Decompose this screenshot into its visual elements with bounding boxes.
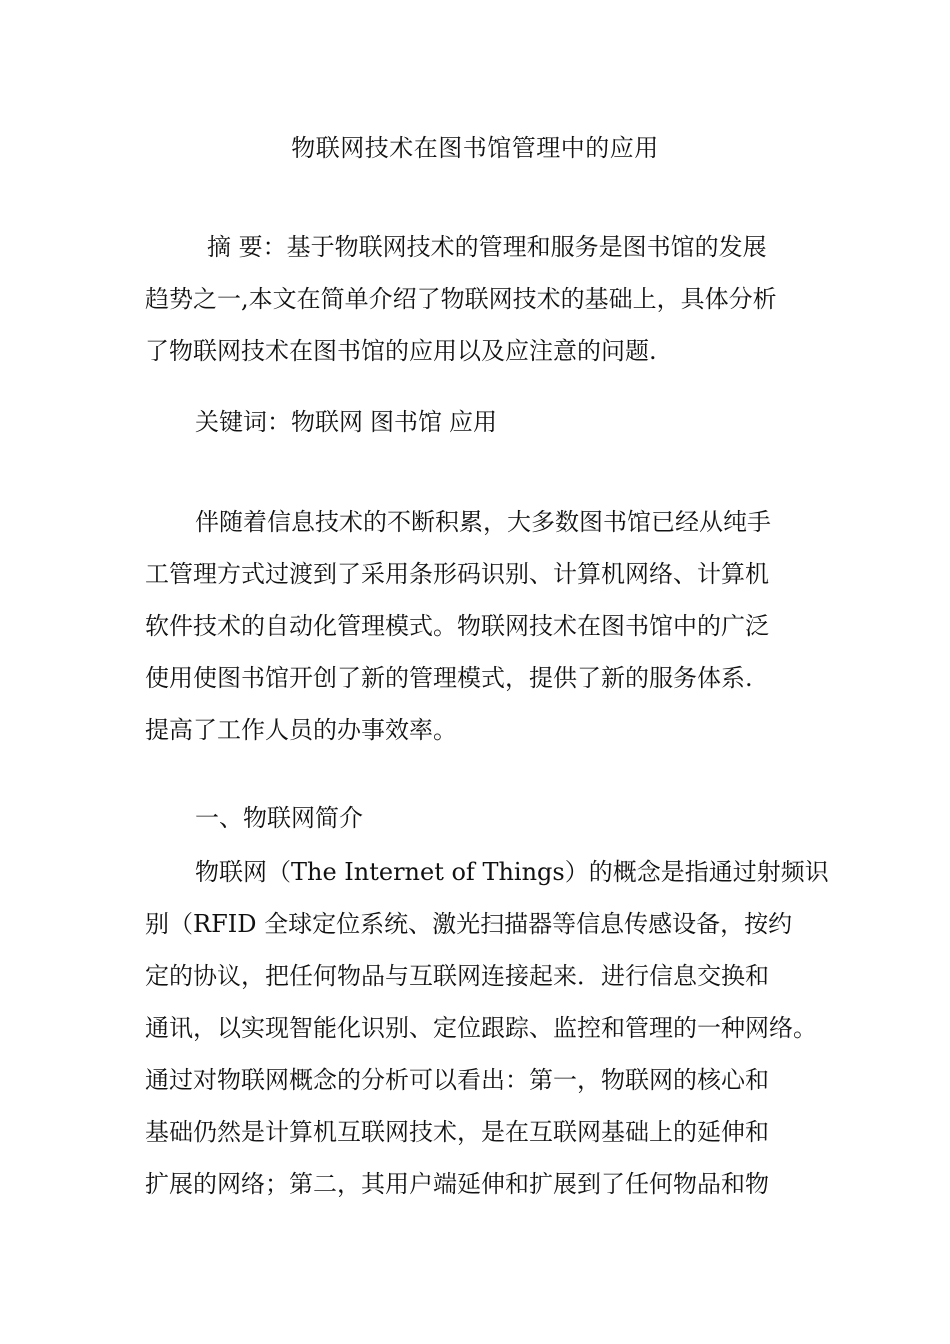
keywords-row	[145, 396, 815, 448]
abstract-line: 趋势之一,本文在简单介绍了物联网技术的基础上，具体分析	[145, 285, 777, 313]
section-line: 物联网（The Internet of Things）的概念是指通过射频识	[195, 858, 829, 886]
section-line: 通过对物联网概念的分析可以看出：第一，物联网的核心和	[145, 1066, 769, 1094]
keyword-item: 物联网	[291, 408, 363, 436]
intro-line: 提高了工作人员的办事效率。	[145, 716, 457, 744]
intro-line: 软件技术的自动化管理模式。物联网技术在图书馆中的广泛	[145, 612, 769, 640]
section-line: 别（RFID 全球定位系统、激光扫描器等信息传感设备，按约	[145, 910, 793, 938]
keywords-label: 关键词：	[195, 408, 291, 436]
intro-line: 伴随着信息技术的不断积累，大多数图书馆已经从纯手	[195, 508, 771, 536]
section-line: 基础仍然是计算机互联网技术，是在互联网基础上的延伸和	[145, 1118, 769, 1146]
section-line: 通讯，以实现智能化识别、定位跟踪、监控和管理的一种网络。	[145, 1014, 817, 1042]
intro-paragraph	[145, 496, 815, 756]
section-heading-block	[145, 792, 815, 844]
section-paragraph	[145, 846, 829, 1210]
keywords-line	[145, 396, 815, 448]
document-title: 物联网技术在图书馆管理中的应用	[291, 134, 659, 162]
intro-line: 使用使图书馆开创了新的管理模式，提供了新的服务体系.	[145, 664, 753, 692]
abstract-line: 了物联网技术在图书馆的应用以及应注意的问题.	[145, 337, 657, 365]
intro-line: 工管理方式过渡到了采用条形码识别、计算机网络、计算机	[145, 560, 769, 588]
section-line: 扩展的网络；第二，其用户端延伸和扩展到了任何物品和物	[145, 1170, 769, 1198]
section-heading: 一、物联网简介	[195, 804, 363, 832]
keyword-item: 图书馆	[370, 408, 442, 436]
keyword-item: 应用	[449, 408, 497, 436]
abstract-line: 摘 要：基于物联网技术的管理和服务是图书馆的发展	[207, 233, 767, 261]
section-line: 定的协议，把任何物品与互联网连接起来．进行信息交换和	[145, 962, 769, 990]
abstract-paragraph	[145, 221, 815, 377]
